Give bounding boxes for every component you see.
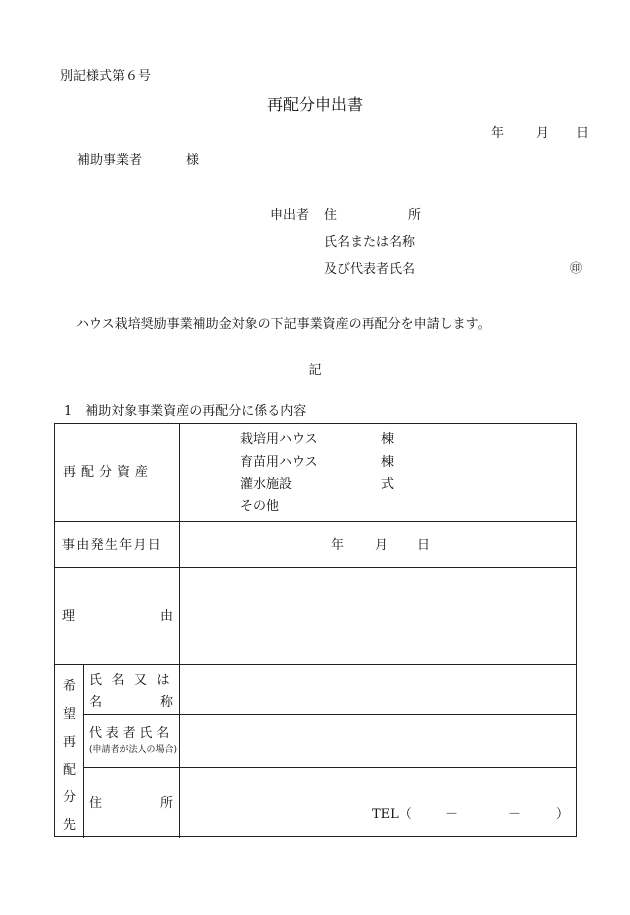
document-title: 再配分申出書	[266, 95, 363, 114]
tel-separator: －	[445, 807, 459, 822]
reason-label-part2: 由	[160, 609, 174, 624]
desired-group-char: 配	[63, 763, 77, 778]
applicant-name-label: 氏名または名称	[324, 235, 416, 250]
reason-label-part1: 理	[62, 609, 76, 624]
occurrence-year-label: 年	[331, 538, 345, 553]
applicant-address-label-part2: 所	[408, 208, 422, 223]
section-heading: 1 補助対象事業資産の再配分に係る内容	[64, 404, 307, 419]
desired-group-char: 先	[63, 818, 77, 833]
tel-close: ）	[556, 807, 570, 822]
asset-item-name: その他	[240, 499, 280, 514]
asset-item-unit: 式	[381, 477, 395, 492]
asset-item-name: 栽培用ハウス	[240, 432, 318, 447]
row-divider-3	[55, 664, 576, 665]
seal-mark: ㊞	[570, 261, 583, 275]
addressee-honorific: 様	[186, 153, 200, 168]
group-divider	[83, 664, 84, 838]
tel-separator: －	[508, 807, 522, 822]
row-divider-5	[83, 767, 576, 768]
desired-representative-note: (申請者が法人の場合)	[89, 745, 178, 755]
redistribution-table	[54, 423, 577, 837]
applicant-representative-label: 及び代表者氏名	[324, 262, 416, 277]
desired-group-char: 再	[63, 735, 77, 750]
asset-item-unit: 棟	[381, 432, 395, 447]
desired-group-char: 希	[63, 679, 77, 694]
desired-address-label-part2: 所	[160, 796, 174, 811]
desired-name-label-line1: 氏名又は	[89, 673, 180, 688]
date-year-label: 年	[491, 126, 505, 141]
occurrence-day-label: 日	[417, 538, 431, 553]
occurrence-month-label: 月	[375, 538, 389, 553]
row-divider-1	[55, 521, 576, 522]
applicant-label: 申出者	[270, 208, 310, 223]
addressee-name: 補助事業者	[77, 153, 143, 168]
occurrence-date-label: 事由発生年月日	[62, 538, 163, 553]
desired-name-label-line2-part1: 名	[89, 695, 103, 710]
ki-heading: 記	[308, 363, 322, 378]
date-day-label: 日	[576, 126, 590, 141]
row-divider-4	[83, 714, 576, 715]
desired-address-label-part1: 住	[89, 796, 103, 811]
desired-group-char: 望	[63, 707, 77, 722]
desired-name-label-line2-part2: 称	[160, 695, 174, 710]
application-statement: ハウス栽培奨励事業補助金対象の下記事業資産の再配分を申請します。	[76, 317, 491, 332]
desired-representative-label: 代表者氏名	[89, 726, 174, 741]
row-divider-2	[55, 567, 576, 568]
asset-item-name: 灌水施設	[240, 477, 293, 492]
date-month-label: 月	[536, 126, 550, 141]
asset-item-name: 育苗用ハウス	[240, 455, 318, 470]
desired-group-char: 分	[63, 790, 77, 805]
form-number: 別記様式第６号	[60, 69, 152, 84]
asset-item-unit: 棟	[381, 455, 395, 470]
assets-label: 再配分資産	[63, 465, 154, 480]
tel-label: TEL（	[372, 807, 412, 822]
applicant-address-label-part1: 住	[324, 208, 338, 223]
column-divider	[179, 424, 180, 838]
